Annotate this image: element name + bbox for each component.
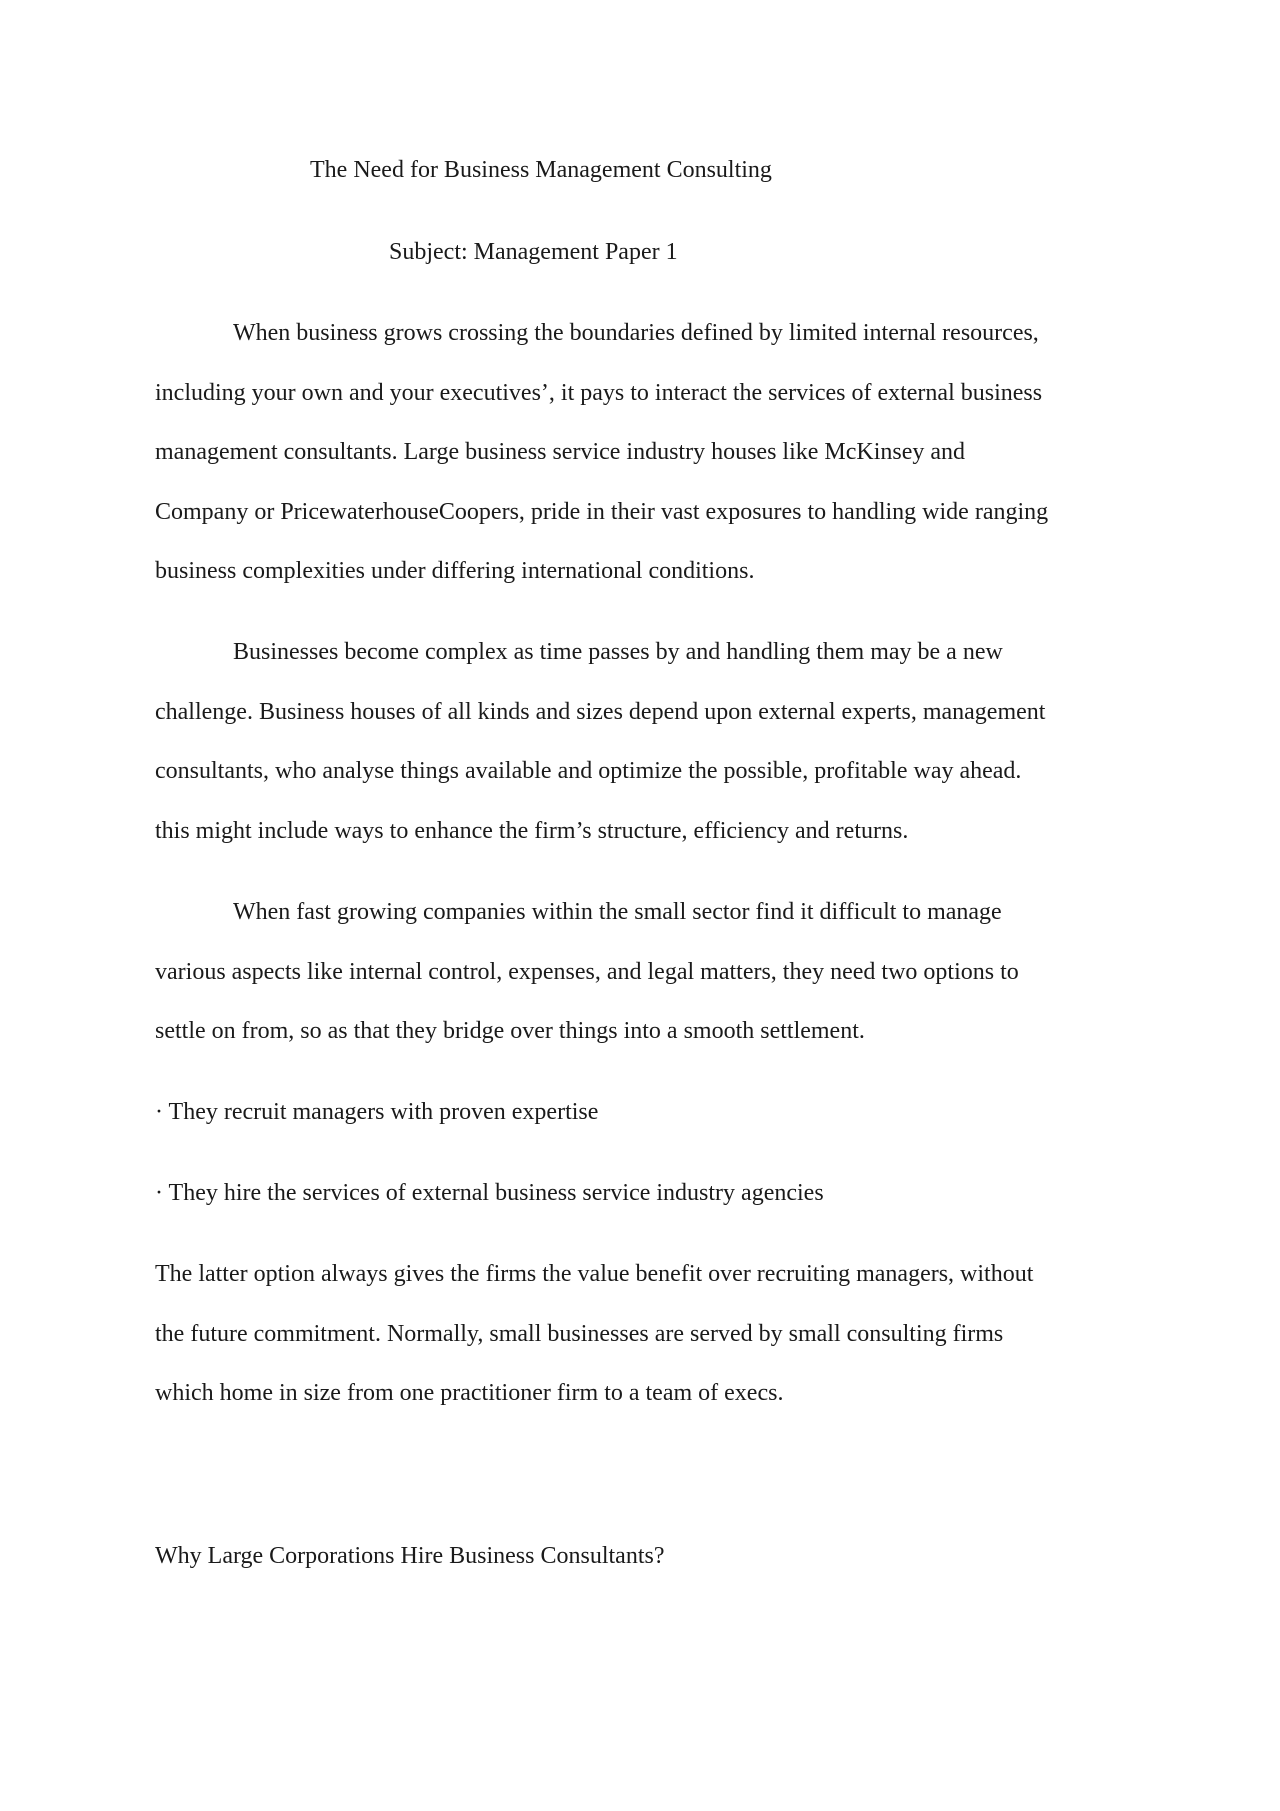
paragraph-1-line: including your own and your executives’, it pays to interact the services of external business	[155, 380, 1043, 406]
bullet-item: · They recruit managers with proven expertise	[155, 1099, 599, 1125]
paragraph-4-line: which home in size from one practitioner firm to a team of execs.	[155, 1380, 784, 1406]
paragraph-2-line: this might include ways to enhance the firm’s structure, efficiency and returns.	[155, 818, 909, 844]
paragraph-3-line: When fast growing companies within the small sector find it difficult to manage	[233, 899, 1002, 925]
paragraph-2-line: consultants, who analyse things available and optimize the possible, profitable way ahead.	[155, 758, 1022, 784]
document-subject: Subject: Management Paper 1	[389, 239, 678, 265]
paragraph-1-line: When business grows crossing the boundaries defined by limited internal resources,	[233, 320, 1039, 346]
paragraph-1-line: Company or PricewaterhouseCoopers, pride in their vast exposures to handling wide ranging	[155, 499, 1049, 525]
paragraph-1-line: business complexities under differing international conditions.	[155, 558, 755, 584]
paragraph-2-line: Businesses become complex as time passes by and handling them may be a new	[233, 639, 1003, 665]
paragraph-2-line: challenge. Business houses of all kinds and sizes depend upon external experts, management	[155, 699, 1046, 725]
document-title: The Need for Business Management Consulting	[310, 157, 772, 183]
paragraph-4-line: the future commitment. Normally, small businesses are served by small consulting firms	[155, 1321, 1004, 1347]
paragraph-1-line: management consultants. Large business service industry houses like McKinsey and	[155, 439, 966, 465]
bullet-item: · They hire the services of external business service industry agencies	[155, 1180, 824, 1206]
paragraph-4-line: The latter option always gives the firms the value benefit over recruiting managers, without	[155, 1261, 1034, 1287]
paragraph-3-line: settle on from, so as that they bridge over things into a smooth settlement.	[155, 1018, 865, 1044]
section-heading: Why Large Corporations Hire Business Consultants?	[155, 1543, 665, 1569]
paragraph-3-line: various aspects like internal control, expenses, and legal matters, they need two options to	[155, 959, 1019, 985]
